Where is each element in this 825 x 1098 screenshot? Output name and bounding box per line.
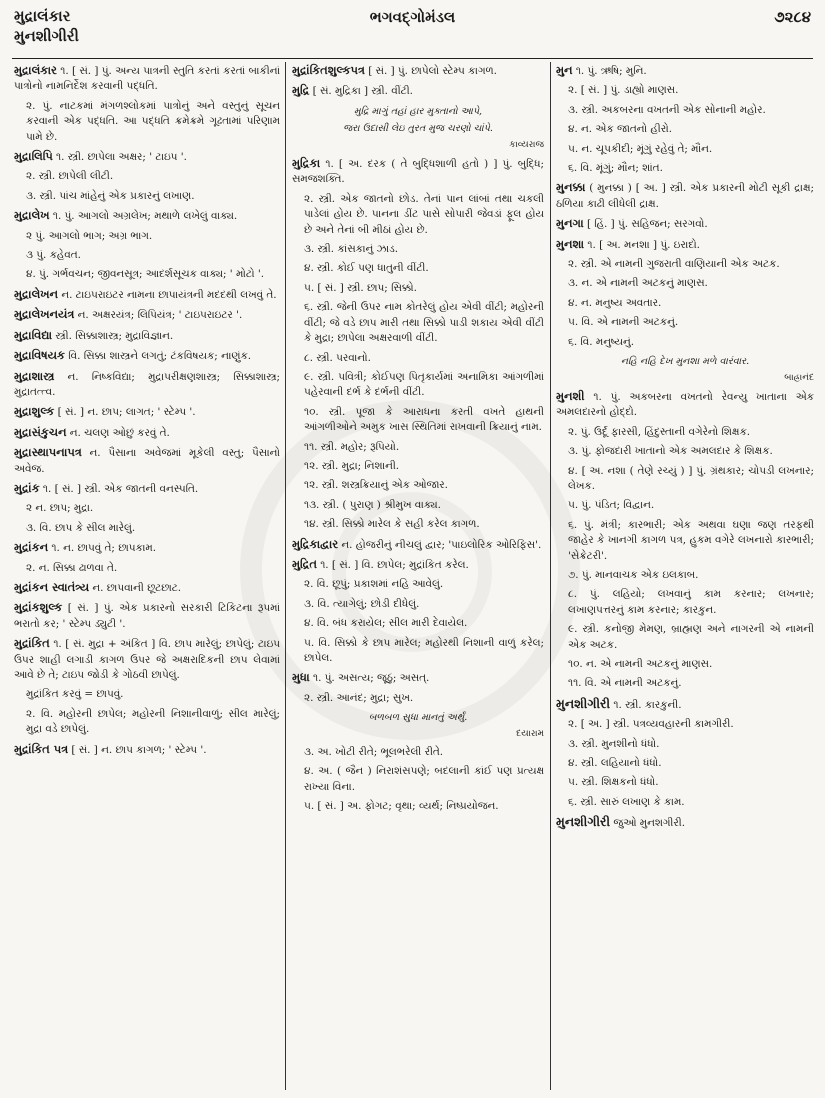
headword: મુદ્રાંકન સ્વાતંત્ર્ય xyxy=(14,579,90,594)
headword: મુનશી xyxy=(556,388,585,403)
definition: ૪. ન. એક જાતનો હીરો. xyxy=(568,123,673,136)
dictionary-entry xyxy=(14,687,280,702)
dictionary-entry xyxy=(556,161,814,176)
dictionary-entry xyxy=(292,670,544,686)
definition: ૪. વિ. બંધ કરાયેલ; સીલ મારી દેવાયેલ. xyxy=(304,617,468,630)
definition: ૧. ન. છાપવું તે; છાપકામ. xyxy=(48,542,157,555)
definition: જુઓ મુનશગીરી. xyxy=(610,817,686,830)
dictionary-entry xyxy=(556,122,814,137)
dictionary-entry xyxy=(556,676,814,691)
dictionary-entry xyxy=(292,764,544,795)
dictionary-entry xyxy=(292,616,544,631)
header-rule xyxy=(12,58,813,59)
definition: ૬. વિ. મનુષ્યનું. xyxy=(568,335,635,348)
dictionary-entry xyxy=(292,261,544,276)
headword: મુદ્રિકાદ્વાર xyxy=(292,536,339,551)
definition: ૧. સ્ત્રી. કારકુની. xyxy=(610,698,682,711)
definition: ન. ટાઇપરાઇટર નામના છાપાયંત્રની મદદથી લખવું તે. xyxy=(58,288,277,301)
dictionary-entry xyxy=(14,189,280,204)
dictionary-entry xyxy=(556,737,814,752)
dictionary-entry xyxy=(556,717,814,732)
dictionary-entry xyxy=(292,691,544,706)
headword: મુદ્રાલિપિ xyxy=(14,149,53,164)
dictionary-entry xyxy=(556,63,814,79)
dictionary-entry xyxy=(14,636,280,683)
definition: ૧૦. સ્ત્રી. પૂજા કે આરાધના કરતી વખતે હાથની આંગળીઓને અમુક ખાસ સ્થિતિમાં રાખવાની ક્રિયાનું નામ. xyxy=(304,405,544,434)
definition: ૧૪. સ્ત્રી. સિક્કો મારેલ કે સહી કરેલ કાગળ. xyxy=(304,518,480,531)
dictionary-entry xyxy=(292,498,544,513)
dictionary-entry xyxy=(556,83,814,98)
dictionary-entry xyxy=(292,557,544,573)
definition: [ સં. મુદ્રિકા ] સ્ત્રી. વીંટી. xyxy=(309,85,413,98)
headword: મુદ્રાંક xyxy=(14,480,40,495)
dictionary-entry xyxy=(14,328,280,344)
headword: મુદ્રાંકિતશુલ્કપત્ર xyxy=(292,63,365,77)
headword: મુનશીગીરી xyxy=(556,695,611,711)
definition: ૯. સ્ત્રી. કનોજી મેમણ, બ્રાહ્મણ અને નાગરની એ નામની એક અટક. xyxy=(568,623,814,651)
dictionary-entry xyxy=(292,63,544,79)
headword: મુદ્રાંકિત xyxy=(14,636,50,651)
dictionary-entry xyxy=(292,517,544,532)
dictionary-entry xyxy=(292,242,544,257)
dictionary-entry xyxy=(14,501,280,516)
dictionary-entry xyxy=(14,580,280,596)
dictionary-entry xyxy=(556,142,814,157)
quotation: મુદ્રિ માગું તહાં હાર મુક્તાનો આપે, xyxy=(353,105,483,117)
headword: મુદ્રિત xyxy=(292,556,317,571)
definition: વિ. સિક્કા શાસ્ત્રને લગતું; ટંકવિષયક; નાણુંક. xyxy=(64,350,252,363)
quotation: નહિ નહિ દેખ મુનશા મળે વારંવાર. xyxy=(620,356,750,368)
definition: ૧. પું. અસત્ય; જૂઠું; અસત્. xyxy=(309,672,430,685)
definition: મુદ્રાંકિત કરવું = છાપવું. xyxy=(26,688,124,701)
headword: મુદ્રાલેખન xyxy=(14,286,59,301)
headword: મુદ્રાંકિત પત્ર xyxy=(14,741,69,756)
column-divider xyxy=(550,62,551,1090)
dictionary-entry xyxy=(292,478,544,493)
dictionary-entry xyxy=(556,622,814,653)
definition: ( મુનક્કા ) [ અ. ] સ્ત્રી. એક પ્રકારની મોટી સૂકી દ્રાક્ષ; ઠળિયા કાઢી લીધેલી દ્રાક્ષ. xyxy=(556,182,814,210)
definition: ૧. [ અ. દરક ( તે બુદ્ધિશાળી હતો ) ] પું. બુદ્ધિ; સમજશક્તિ. xyxy=(292,158,544,186)
dictionary-entry xyxy=(292,459,544,474)
definition: ૪. પું. ગર્ભવચન; જીવનસૂત્ર; આદર્શસૂચક વાક્ય; ' મોટો '. xyxy=(26,268,265,281)
dictionary-entry xyxy=(556,587,814,618)
dictionary-entry xyxy=(14,561,280,576)
dictionary-entry xyxy=(292,537,544,553)
definition: ૫. પું. પંડિત; વિદ્વાન. xyxy=(568,499,655,512)
dictionary-entry xyxy=(292,83,544,99)
headword: મુદ્રાસંકુચન xyxy=(14,424,67,439)
dictionary-entry xyxy=(556,518,814,564)
definition: ૬. સ્ત્રી. સારું લખાણ કે કામ. xyxy=(568,795,685,808)
definition: ૨. સ્ત્રી. એ નામની ગુજરાતી વાણિયાની એક અટક. xyxy=(568,258,780,271)
dictionary-entry xyxy=(14,208,280,224)
dictionary-entry xyxy=(556,657,814,672)
dictionary-entry xyxy=(14,248,280,263)
dictionary-entry xyxy=(14,99,280,145)
headword: મુદ્રિકા xyxy=(292,156,321,171)
headword: મુધા xyxy=(292,670,310,685)
definition: ૨. સ્ત્રી. આનંદ; મુદ્રા; સુખ. xyxy=(304,691,414,704)
quotation: જરા ઉદાસી લેઇ તુરત મુજ ચરણો ચાંપે. xyxy=(343,123,493,135)
dictionary-entry xyxy=(292,577,544,592)
definition: ૫. [ સં. ] અ. ફોગટ; વૃથા; વ્યર્થ; નિષ્પ્રયોજન. xyxy=(304,800,499,813)
definition: ૩. સ્ત્રી. અકબરના વખતની એક સોનાની મહોર. xyxy=(568,103,766,116)
dictionary-entry xyxy=(14,445,280,477)
definition: ન. નિષ્કવિદ્યા; મુદ્રાપરીક્ષણશાસ્ત્ર; સિક્કાશાસ્ત્ર; મુદ્રાતત્ત્વ. xyxy=(14,370,280,398)
column-3 xyxy=(556,63,814,836)
definition: ૬. સ્ત્રી. જેની ઉપર નામ કોતરેલું હોય એવી વીંટી; મહોરની વીંટી; જે વડે છાપ મારી તથા સિક્કો પાડી શકાય એવી વીંટી કે મુદ્રા; છાપેલા અક્ષરવાળી વીંટી. xyxy=(304,301,544,345)
quotation-source: કાવ્યરાજ xyxy=(509,139,544,150)
dictionary-entry xyxy=(292,370,544,401)
dictionary-entry xyxy=(292,300,544,346)
definition: ૨. [ અ. ] સ્ત્રી. પત્રવ્યવહારની કામગીરી. xyxy=(568,718,734,731)
definition: ન. હોજરીનું નીચલું દ્વાર; 'પાઇલોરિક ઓરિફિસ'. xyxy=(338,538,542,551)
definition: ન. અક્ષરયંત્ર; લિપિયંત્ર; ' ટાઇપરાઇટર '. xyxy=(74,309,243,322)
definition: [ સં. ] ન. છાપ; લાગત; ' સ્ટેમ્પ '. xyxy=(54,406,196,419)
definition: ૧૧. વિ. એ નામની અટકનું. xyxy=(568,677,682,690)
definition: ૫. સ્ત્રી. શિક્ષકનો ધંધો. xyxy=(568,776,659,789)
definition: ૬. વિ. મૂંગું; મૌન; શાંત. xyxy=(568,162,663,175)
dictionary-entry xyxy=(556,814,814,831)
definition: ૮. પું. લહિયો; લખવાનું કામ કરનાર; લખનાર; લખાણપત્તરનું કામ કરનાર; કારકુન. xyxy=(568,588,814,616)
dictionary-entry xyxy=(14,481,280,497)
dictionary-entry xyxy=(556,464,814,495)
dictionary-entry xyxy=(556,335,814,350)
dictionary-entry xyxy=(14,425,280,441)
definition: ૨. [ સં. ] પું. ડાહ્યો માણસ. xyxy=(568,84,679,97)
quotation-source: દયારામ xyxy=(516,728,544,739)
definition: ૪. ન. મનુષ્ય અવતાર. xyxy=(568,296,662,309)
book-title: ભગવદ્ગોમંડલ xyxy=(369,8,456,26)
column-divider xyxy=(285,62,286,1090)
headword: મુદ્રાંકન xyxy=(14,540,49,555)
definition: ૪. અ. ( જૈન ) નિરાશંસપણે; બદલાની કાંઈ પણ પ્રત્યક્ષ રાખ્યા વિના. xyxy=(304,765,544,793)
dictionary-entry xyxy=(14,540,280,556)
headword: મુનશા xyxy=(556,236,585,251)
definition: ૧૦. ન. એ નામની અટકનું માણસ. xyxy=(568,658,713,670)
dictionary-entry xyxy=(292,636,544,667)
headword: મુનગા xyxy=(556,216,584,231)
dictionary-entry xyxy=(556,103,814,118)
definition: ૧૩. સ્ત્રી. ( પુરાણ ) શ્રીમુખ વાક્ય. xyxy=(304,498,441,511)
definition: ૧૧. સ્ત્રી. મહોર; રૂપિયો. xyxy=(304,440,400,453)
dictionary-entry xyxy=(292,192,544,238)
dictionary-entry xyxy=(14,229,280,244)
dictionary-entry xyxy=(14,63,280,95)
dictionary-entry xyxy=(292,745,544,760)
definition: [ સં. ] પું. છાપેલો સ્ટેમ્પ કાગળ. xyxy=(364,65,497,77)
dictionary-entry xyxy=(14,348,280,364)
definition: ૨. પું. નાટકમાં મંગળશ્લોકમાં પાત્રોનું અને વસ્તુનું સૂચન કરવાની એક પદ્ધતિ. આ પદ્ધતિ ક્રમેક્રમે ગૂઢતામાં પરિણામ પામે છે. xyxy=(26,99,280,143)
definition: ૨. પું. ઉર્દૂ ફારસી, હિંદુસ્તાની વગેરેનો શિક્ષક. xyxy=(568,425,751,438)
definition: ૧૨. સ્ત્રી. મુદ્રા; નિશાની. xyxy=(304,459,400,472)
headword: મુન xyxy=(556,63,573,77)
dictionary-entry xyxy=(14,149,280,165)
definition: [ સં. ] પું. એક પ્રકારનો સરકારી ટિકિટના રૂપમાં ભરાતો કર; ' સ્ટેમ્પ ડ્યુટી '. xyxy=(14,602,280,630)
dictionary-entry xyxy=(14,521,280,536)
definition: ૨ ન. છાપ; મુદ્રા. xyxy=(26,502,94,515)
headword: મુનક્કા xyxy=(556,180,586,195)
definition: ૧. [ સં. મુદ્રા + અંકિત ] વિ. છાપ મારેલું; છાપેલું; ટાઇપ ઉપર શાહી લગાડી કાગળ ઉપર જે અક્ષરાદિકની છાપ લેવામાં આવે છે તે; ટાઇપ જોડી કે ગોઠવી છાપેલું. xyxy=(14,638,280,681)
definition: ૫. ન. ચૂપકીદી; મૂંગું રહેવું તે; મૌન. xyxy=(568,142,713,155)
headword: મુદ્રાસ્થાપનાપત્ર xyxy=(14,445,82,460)
definition: ૨. ન. સિક્કા ઢાળવા તે. xyxy=(26,561,118,574)
definition: ૩. વિ. છાપ કે સીલ મારેલું. xyxy=(26,521,136,534)
dictionary-entry xyxy=(292,281,544,296)
dictionary-entry xyxy=(556,296,814,311)
definition: ૩. સ્ત્રી. કાંસકાનું ઝાડ. xyxy=(304,243,399,256)
definition: ૭. પું. માનવાચક એક ઇલકાબ. xyxy=(568,568,699,581)
dictionary-entry xyxy=(292,351,544,366)
definition: ૨. સ્ત્રી. છાપેલી લીટી. xyxy=(26,170,114,183)
definition: ૨ પું. આગલો ભાગ; અગ્ર ભાગ. xyxy=(26,229,153,242)
definition: ૧. સ્ત્રી. છાપેલા અક્ષર; ' ટાઇપ '. xyxy=(52,151,187,164)
dictionary-entry xyxy=(556,775,814,790)
headword: મુદ્રાલેખનયંત્ર xyxy=(14,307,75,322)
headword: મુદ્રાશુલ્ક xyxy=(14,404,55,419)
definition: ૧૨. સ્ત્રી. શસ્ત્રક્રિયાનું એક ઓજાર. xyxy=(304,479,448,492)
dictionary-entry xyxy=(556,568,814,583)
headword: મુદ્રિ xyxy=(292,83,310,98)
dictionary-entry xyxy=(556,696,814,713)
dictionary-entry xyxy=(556,498,814,513)
definition: ૯. સ્ત્રી. પવિત્રી; કોઈપણ પિતૃકાર્યમાં અનામિકા આંગળીમાં પહેરવાની દર્ભ કે દર્ભની વીંટી. xyxy=(304,370,544,399)
dictionary-entry xyxy=(556,257,814,272)
definition: ૨. વિ. છૂપું; પ્રકાશમાં નહિ આવેલું. xyxy=(304,578,444,591)
dictionary-entry xyxy=(556,216,814,232)
headword: મુદ્રાંકશુલ્ક xyxy=(14,600,63,615)
headword: મુદ્રાવિષયક xyxy=(14,348,65,363)
definition: ૩. ન. એ નામની અટકનું માણસ. xyxy=(568,277,708,290)
dictionary-entry xyxy=(14,267,280,282)
definition: ૧. પું. અકબરના વખતનો રેવન્યુ ખાતાના એક અમલદારનો હોદ્દો. xyxy=(556,390,814,419)
definition: [ હિં. ] પું. સહિજન; સરગવો. xyxy=(583,218,708,231)
headword: મુદ્રાલંકાર xyxy=(14,63,57,77)
dictionary-entry xyxy=(556,756,814,771)
definition: ૨. સ્ત્રી. એક જાતનો છોડ. તેનાં પાન લાંબાં તથા ચકલી પાડેલાં હોય છે. પાનના ડીંટ પાસે સોપારી જેવડાં ફૂલ હોય છે અને તેનાં બી મીઠાં હોય છે. xyxy=(304,192,544,236)
headword: મુદ્રાશાસ્ત્ર xyxy=(14,368,55,383)
definition: ન. ચલણ ઓછું કરવું તે. xyxy=(66,426,170,439)
definition: ૪. સ્ત્રી. કોઈ પણ ધાતુની વીંટી. xyxy=(304,262,429,275)
definition: ૬. પું. મંત્રી; કારભારી; એક અથવા ઘણા જણ તરફથી જાહેર કે ખાનગી કાગળ પત્ર, હુકમ વગેરે લખનારો કારભારી; 'સેક્રેટરી'. xyxy=(568,518,814,562)
definition: ન. પૈસાના અવેજમાં મૂકેલી વસ્તુ; પૈસાનો અવેજ. xyxy=(14,447,280,475)
definition: ૩. વિ. ત્યાગેલું; છોડી દીધેલું. xyxy=(304,597,420,610)
definition: ૧. [ સં. ] પું. અન્ય પાત્રની સ્તુતિ કરતાં કરતાં બાકીનાં પાત્રોનો નામનિર્દેશ કરવાની પદ્ધતિ. xyxy=(14,65,280,93)
dictionary-entry xyxy=(292,440,544,455)
headword: મુનશીગીરી xyxy=(556,814,611,830)
definition: ૩. અ. ખોટી રીતે; ભૂલભરેલી રીતે. xyxy=(304,746,444,759)
definition: ૫. [ સં. ] સ્ત્રી. છાપ; સિક્કો. xyxy=(304,281,417,294)
column-1 xyxy=(14,63,280,762)
definition: ૧. [ સં. ] વિ. છાપેલ; મુદ્રાંકિત કરેલ. xyxy=(316,558,469,571)
first-guide-word: મુદ્રાલંકાર xyxy=(14,7,71,25)
definition: ૩. પું. ફોજદારી ખાતાનો એક અમલદાર કે શિક્ષક. xyxy=(568,445,773,458)
dictionary-entry xyxy=(14,169,280,184)
dictionary-entry xyxy=(556,180,814,212)
definition: ૪. સ્ત્રી. લહિયાનો ધંધો. xyxy=(568,757,662,770)
definition: ૮. સ્ત્રી. પરવાનો. xyxy=(304,351,371,364)
definition: ૫. વિ. સિક્કો કે છાપ મારેલ; મહોરથી નિશાની વાળું કરેલ; છાપેલ. xyxy=(304,636,544,664)
definition: સ્ત્રી. સિક્કાશાસ્ત્ર; મુદ્રાવિજ્ઞાન. xyxy=(52,329,174,342)
definition: ૩. સ્ત્રી. મુનશીનો ધંધો. xyxy=(568,737,660,750)
last-guide-word: મુનશીગીરી xyxy=(14,27,79,45)
dictionary-entry xyxy=(292,799,544,814)
dictionary-entry xyxy=(556,389,814,421)
dictionary-entry xyxy=(14,600,280,632)
definition: [ સં. ] ન. છાપ કાગળ; ' સ્ટેમ્પ '. xyxy=(68,743,207,756)
dictionary-entry xyxy=(556,276,814,291)
dictionary-entry xyxy=(556,237,814,253)
dictionary-entry xyxy=(14,369,280,401)
dictionary-entry xyxy=(556,795,814,810)
definition: ૧. પું. ઋષિ; મુનિ. xyxy=(572,65,647,77)
dictionary-entry xyxy=(14,307,280,323)
dictionary-entry xyxy=(14,404,280,420)
definition: ૪. [ અ. નશા ( તેણે રચ્યું ) ] પું. ગ્રંથકાર; ચોપડી લખનાર; લેખક. xyxy=(568,464,814,492)
definition: ૫. વિ. એ નામની અટકનું. xyxy=(568,316,679,329)
page-number: ૭૨૮૪ xyxy=(774,8,811,26)
definition: ૩. સ્ત્રી. પાંચ માંહેનું એક પ્રકારનું લખાણ. xyxy=(26,189,195,202)
column-2 xyxy=(292,63,544,819)
headword: મુદ્રાલેખ xyxy=(14,208,50,223)
dictionary-entry xyxy=(556,315,814,330)
dictionary-entry xyxy=(292,156,544,188)
dictionary-entry xyxy=(14,707,280,738)
quotation-source: બાહ્રાનંદ xyxy=(784,372,814,383)
dictionary-entry xyxy=(14,287,280,303)
definition: ૧. પું. આગલો અગ્રલેખ; મથાળે લખેલું વાક્ય. xyxy=(49,210,238,223)
definition: ૧. [ અ. મનશા ] પું. ઇરાદો. xyxy=(584,238,700,251)
dictionary-entry xyxy=(292,405,544,436)
definition: ૧. [ સં. ] સ્ત્રી. એક જાતની વનસ્પતિ. xyxy=(39,482,199,495)
quotation: બળબળ સુધા માનતું અર્થું. xyxy=(368,712,468,724)
definition: ૩ પું. કહેવત. xyxy=(26,249,81,262)
dictionary-entry xyxy=(292,597,544,612)
headword: મુદ્રાવિદ્યા xyxy=(14,327,53,342)
definition: ન. છાપવાની છૂટછાટ. xyxy=(89,581,182,594)
dictionary-entry xyxy=(556,444,814,459)
definition: ૨. વિ. મહોરની છાપેલ; મહોરની નિશાનીવાળું; સીલ મારેલું; મુદ્રા વડે છાપેલું. xyxy=(26,707,280,736)
dictionary-entry xyxy=(14,742,280,758)
dictionary-entry xyxy=(556,425,814,440)
